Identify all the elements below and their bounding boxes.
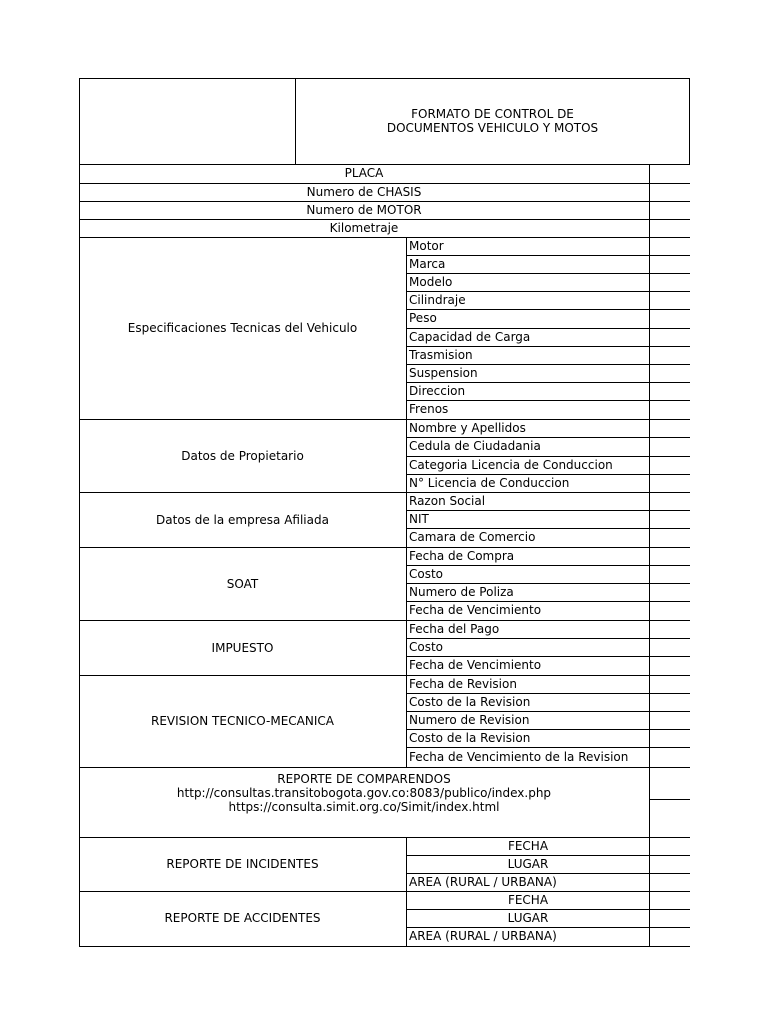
field-value-suspension[interactable] [650,364,689,382]
field-value-costo-de-la-revision[interactable] [650,729,689,747]
section-label-impuesto: IMPUESTO [211,640,274,655]
field-value-fecha-de-vencimiento[interactable] [650,656,689,675]
comparendos-title: REPORTE DE COMPARENDOS [277,772,451,786]
field-value-n-licencia-de-conduccion[interactable] [650,474,689,492]
field-value-numero-de-poliza[interactable] [650,583,689,601]
grid-line [406,419,407,493]
accidentes-field-value-lugar[interactable] [650,909,689,927]
grid-line [406,620,407,676]
field-value-camara-de-comercio[interactable] [650,528,689,547]
grid-line [689,78,690,165]
grid-line [649,799,690,800]
field-value-trasmision[interactable] [650,346,689,364]
field-label-fecha-del-pago: Fecha del Pago [409,621,500,636]
field-value-kilometraje[interactable] [650,219,689,237]
field-value-peso[interactable] [650,309,689,328]
field-value-fecha-de-revision[interactable] [650,675,689,693]
field-label-direccion: Direccion [409,383,466,398]
field-value-direccion[interactable] [650,382,689,400]
accidentes-field-value-area-rural-urbana[interactable] [650,927,689,946]
field-label-capacidad-de-carga: Capacidad de Carga [409,329,531,344]
grid-line [79,946,690,947]
comparendos-link-simit[interactable]: https://consulta.simit.org.co/Simit/index.html [228,800,500,814]
field-label-numero-de-revision: Numero de Revision [409,712,530,727]
section-label-datos-de-propietario: Datos de Propietario [181,448,304,463]
field-label-nit: NIT [409,511,429,526]
field-value-fecha-de-compra[interactable] [650,547,689,565]
grid-line [406,492,407,548]
field-label-frenos: Frenos [409,402,449,417]
field-label-fecha-de-revision: Fecha de Revision [409,676,517,691]
field-label-categoria-licencia-de-conduccion: Categoria Licencia de Conduccion [409,457,613,472]
section-label-soat: SOAT [226,576,259,591]
grid-line [406,837,407,892]
field-label-placa: PLACA [344,166,384,181]
field-label-fecha-de-vencimiento: Fecha de Vencimiento [409,603,542,618]
field-label-peso: Peso [409,311,437,326]
field-label-n-licencia-de-conduccion: N° Licencia de Conduccion [409,475,570,490]
field-label-marca: Marca [409,256,446,271]
comparendos-value-cell-1[interactable] [650,767,690,799]
grid-line [79,767,690,768]
accidentes-field-label-lugar: LUGAR [507,910,549,925]
field-value-modelo[interactable] [650,273,689,291]
field-label-numero-de-chasis: Numero de CHASIS [306,184,422,199]
field-label-costo-de-la-revision: Costo de la Revision [409,694,531,709]
field-value-categoria-licencia-de-conduccion[interactable] [650,456,689,474]
field-value-numero-de-revision[interactable] [650,711,689,729]
field-value-numero-de-motor[interactable] [650,201,689,219]
field-label-modelo: Modelo [409,274,453,289]
field-value-marca[interactable] [650,255,689,273]
field-label-costo-de-la-revision: Costo de la Revision [409,730,531,745]
section-label-revision-tecnico-mecanica: REVISION TECNICO-MECANICA [151,714,334,728]
incidentes-field-label-fecha: FECHA [507,838,549,853]
form-title-line2: DOCUMENTOS VEHICULO Y MOTOS [386,121,599,135]
incidentes-field-label-area-rural-urbana: AREA (RURAL / URBANA) [409,874,557,889]
grid-line [406,891,407,947]
field-value-fecha-de-vencimiento[interactable] [650,601,689,620]
field-value-placa[interactable] [650,164,689,183]
incidentes-field-value-area-rural-urbana[interactable] [650,873,689,891]
form-title-line1: FORMATO DE CONTROL DE [411,107,574,121]
field-value-cilindraje[interactable] [650,291,689,309]
grid-line [79,78,690,79]
field-value-motor[interactable] [650,237,689,255]
form-title [296,78,689,164]
field-value-fecha-del-pago[interactable] [650,620,689,638]
accidentes-field-label-area-rural-urbana: AREA (RURAL / URBANA) [409,929,557,944]
field-label-fecha-de-compra: Fecha de Compra [409,548,515,563]
incidentes-field-value-fecha[interactable] [650,837,689,855]
field-value-costo[interactable] [650,638,689,656]
field-value-capacidad-de-carga[interactable] [650,328,689,346]
field-value-numero-de-chasis[interactable] [650,183,689,201]
comparendos-value-cell-2[interactable] [650,800,690,837]
field-value-costo-de-la-revision[interactable] [650,693,689,711]
field-label-razon-social: Razon Social [409,493,486,508]
incidentes-field-value-lugar[interactable] [650,855,689,873]
field-label-numero-de-poliza: Numero de Poliza [409,584,514,599]
grid-line [406,237,407,420]
field-label-cilindraje: Cilindraje [409,292,466,307]
field-value-costo[interactable] [650,565,689,583]
field-label-numero-de-motor: Numero de MOTOR [306,202,422,217]
accidentes-field-value-fecha[interactable] [650,891,689,909]
field-label-fecha-de-vencimiento-de-la-revision: Fecha de Vencimiento de la Revision [409,749,629,764]
incidentes-field-label-lugar: LUGAR [507,856,549,871]
field-value-cedula-de-ciudadania[interactable] [650,437,689,456]
field-label-suspension: Suspension [409,365,478,380]
field-value-fecha-de-vencimiento-de-la-revision[interactable] [650,747,689,767]
field-label-motor: Motor [409,238,444,253]
field-value-frenos[interactable] [650,400,689,419]
field-label-kilometraje: Kilometraje [329,220,399,235]
logo-area [79,78,295,164]
field-value-razon-social[interactable] [650,492,689,510]
section-label-especificaciones-tecnicas-del-vehiculo: Especificaciones Tecnicas del Vehiculo [127,321,358,335]
grid-line [406,547,407,621]
field-value-nombre-y-apellidos[interactable] [650,419,689,437]
section-label-reporte-de-incidentes: REPORTE DE INCIDENTES [166,856,319,871]
grid-line [406,675,407,768]
field-label-camara-de-comercio: Camara de Comercio [409,530,536,545]
field-label-nombre-y-apellidos: Nombre y Apellidos [409,420,526,435]
section-label-datos-de-la-empresa-afiliada: Datos de la empresa Afiliada [156,512,329,527]
field-label-costo: Costo [409,639,444,654]
field-label-trasmision: Trasmision [409,347,473,362]
field-value-nit[interactable] [650,510,689,528]
field-label-fecha-de-vencimiento: Fecha de Vencimiento [409,658,542,673]
comparendos-link-transito[interactable]: http://consultas.transitobogota.gov.co:8083/publico/index.php [176,786,552,800]
field-label-costo: Costo [409,566,444,581]
field-label-cedula-de-ciudadania: Cedula de Ciudadania [409,439,541,454]
section-label-reporte-de-accidentes: REPORTE DE ACCIDENTES [164,911,321,926]
grid-line [295,78,296,165]
comparendos-report [79,767,649,837]
accidentes-field-label-fecha: FECHA [507,892,549,907]
